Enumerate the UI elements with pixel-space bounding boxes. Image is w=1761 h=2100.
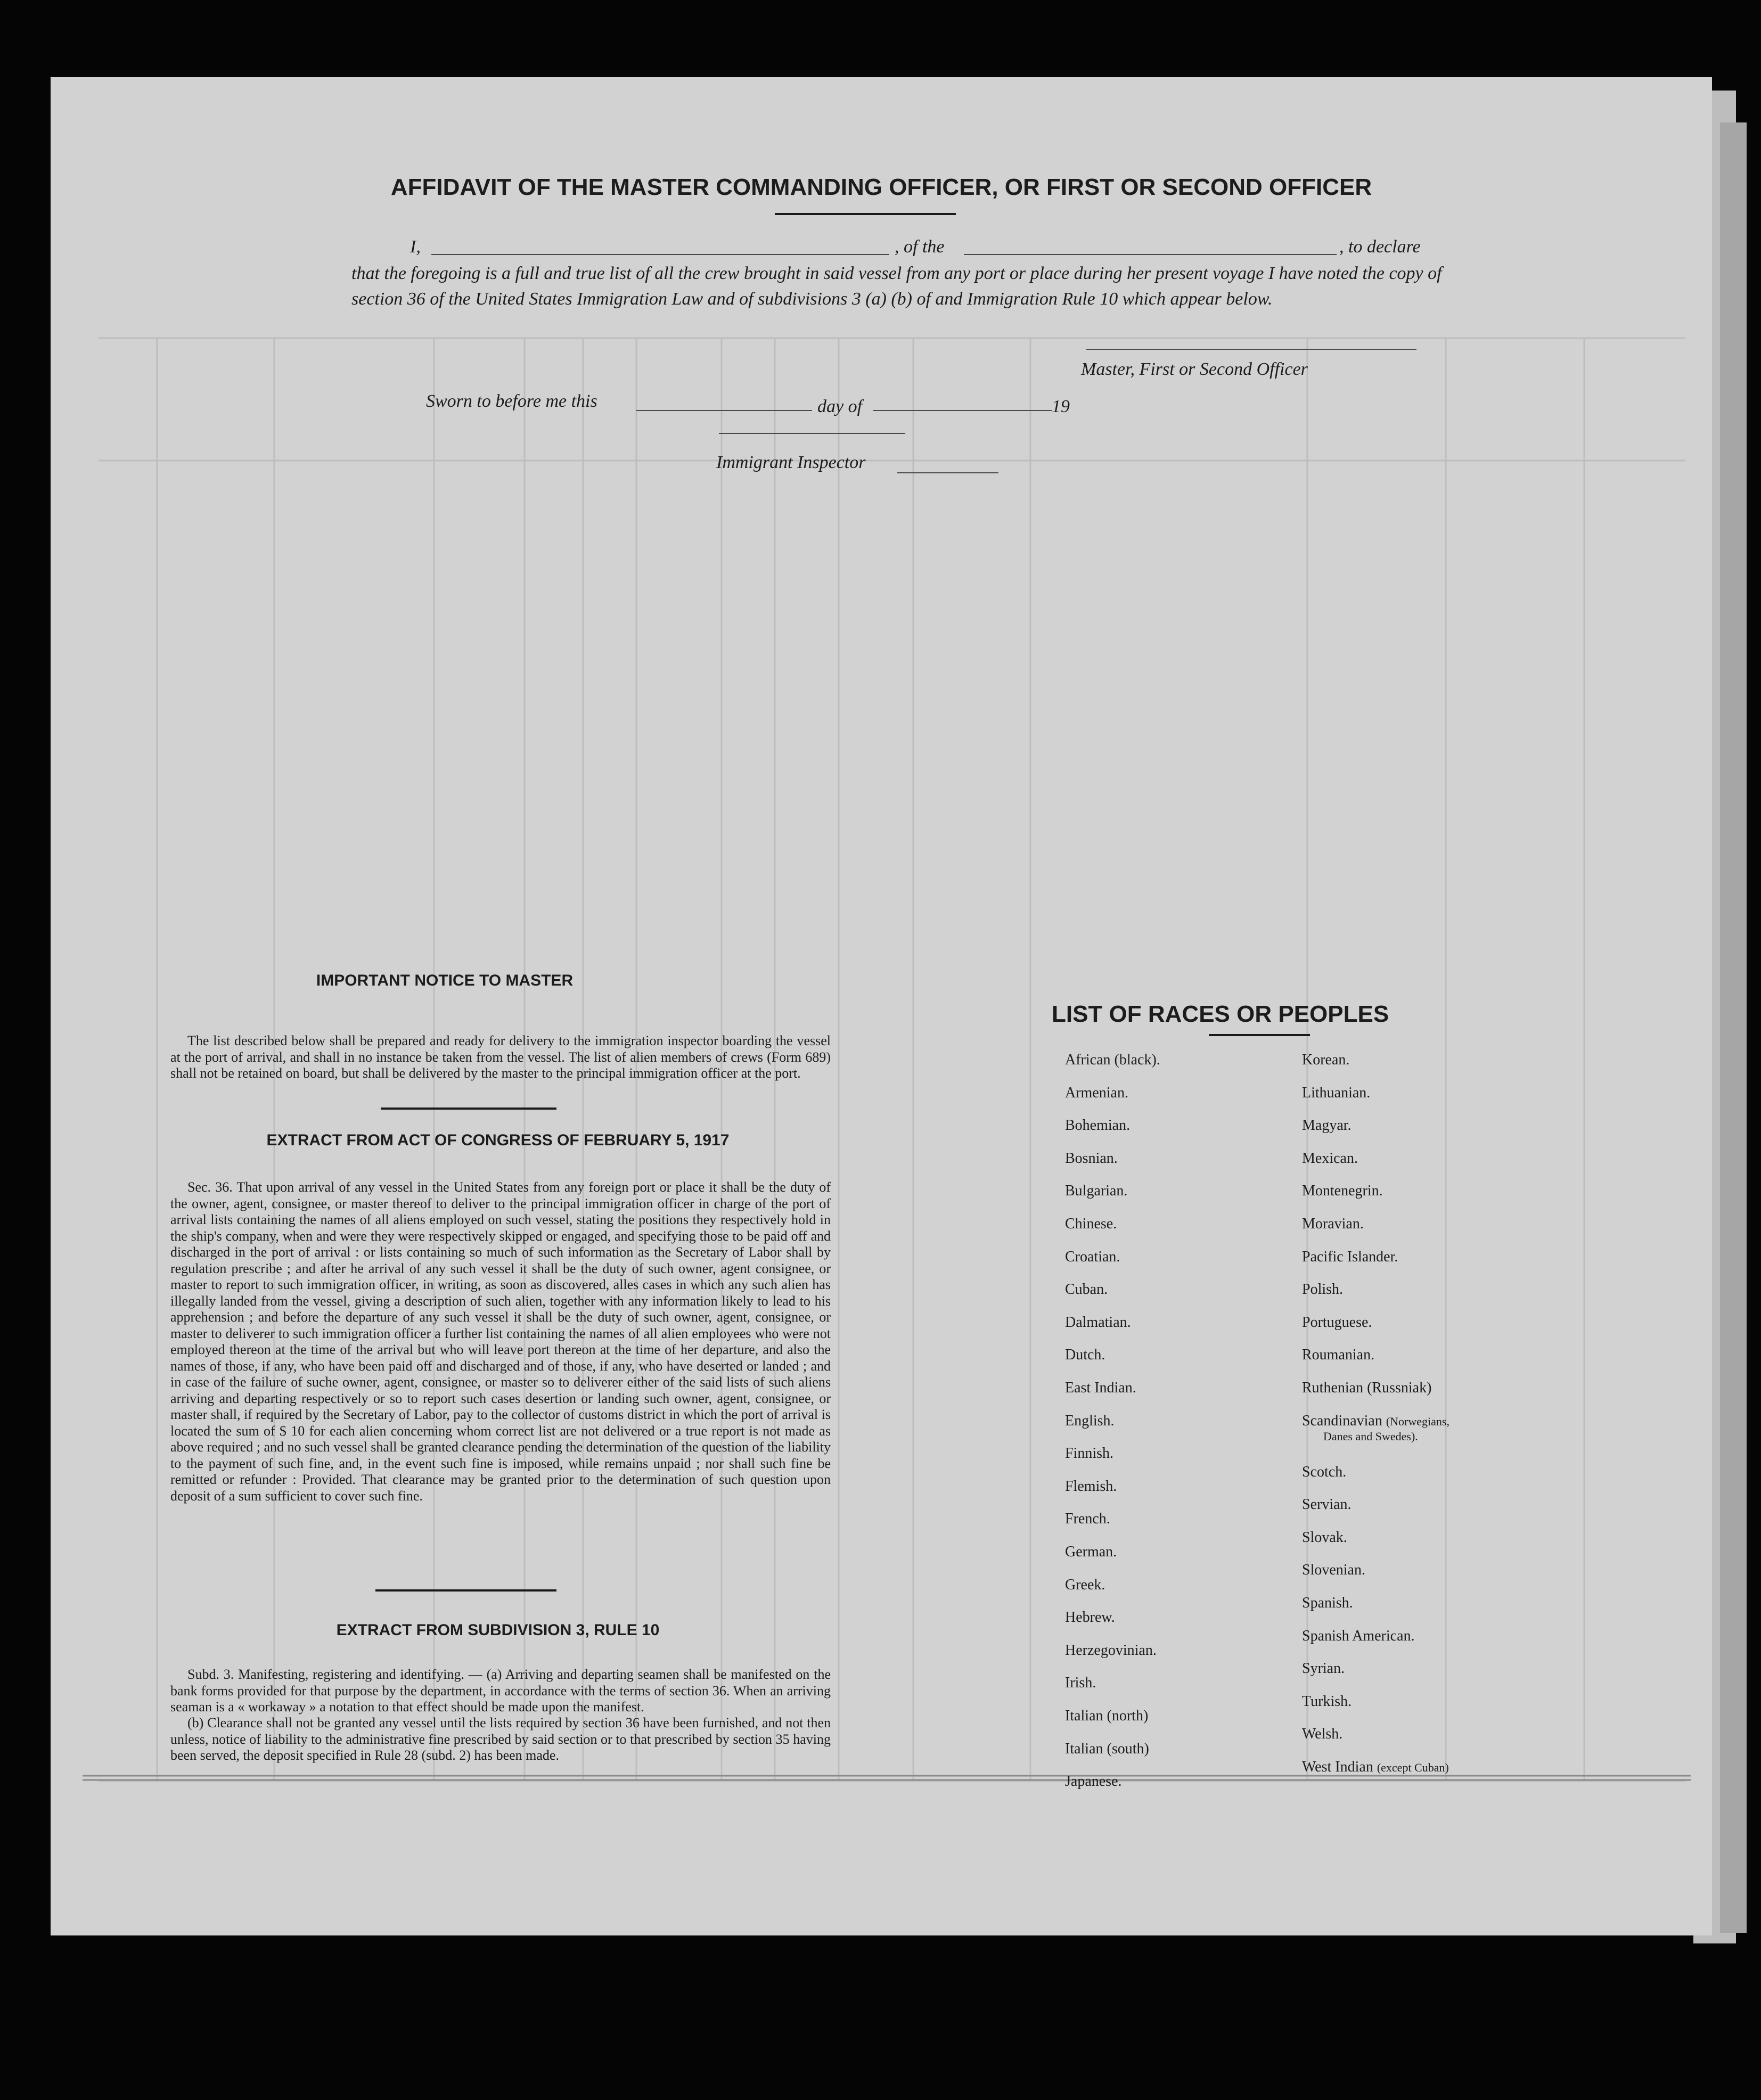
race-item: Spanish. xyxy=(1302,1595,1353,1611)
race-scandinavian-sub: (Norwegians, xyxy=(1386,1414,1449,1428)
race-item: Portuguese. xyxy=(1302,1314,1372,1331)
act-title: EXTRACT FROM ACT OF CONGRESS OF FEBRUARY 5, 1917 xyxy=(266,1131,730,1149)
race-item: French. xyxy=(1065,1511,1110,1528)
race-west-indian-sub: (except Cuban) xyxy=(1377,1761,1449,1774)
month-blank-line xyxy=(873,410,1052,411)
declaration-text: that the foregoing is a full and true list of all the crew brought in said vessel from any port or place during her present voyage I have noted the copy of section 36 of the United States Immigration Law and of subdivisions 3 (a) (b) of and Immigration Rule 10 which appear below. xyxy=(351,264,1442,309)
bleed-through-table xyxy=(51,77,1712,1935)
race-item: Slovak. xyxy=(1302,1529,1347,1546)
race-item: Italian (north) xyxy=(1065,1708,1149,1724)
race-item: Bosnian. xyxy=(1065,1150,1118,1167)
race-item: Hebrew. xyxy=(1065,1609,1115,1626)
races-title-underline xyxy=(1209,1034,1310,1036)
race-item: English. xyxy=(1065,1412,1115,1429)
act-text: Sec. 36. That upon arrival of any vessel in the United States from any foreign port or place it shall be the duty of the owner, agent, consignee, or master thereof to deliver to the principal immigration officer in charge of the port of arrival lists containing the names of all aliens employed on such vessel, stating the positions they respectively hold in the ship's company, when and were they were respectively skipped or engaged, and specifying those to be paid off and discharged in the port of arrival : or lists containing so much of such information as the Secretary of Labor shall by regulation prescribe ; and after he arrival of any such vessel it shall be the duty of such owner, agent consignee, or master to report to such immigration officer, in writing, as soon as discovered, alles cases in which any such alien has illegally landed from the vessel, giving a description of such alien, together with any information likely to lead to his apprehension ; and before the departure of any such vessel it shall be the duty of such owner, agent, consignee, or master to deliverer to such immigration officer a further list containing the names of all alien employees who were not employed thereon at the time of the arrival but who will leave port thereon at the time of her departure, and also the names of those, if any, who have been paid off and discharged and of those, if any, who have deserted or landed ; and in case of the failure of suche owner, agent, consignee, or master so to deliverer either of the said lists of such aliens arriving and departing respectively or so to report such cases desertion or landing such owner, agent, consignee, or master shall, if required by the Secretary of Labor, pay to the collector of customs district in which the port of arrival is located the sum of $ 10 for each alien concerning whom correct list are not delivered or a true report is not made as above required ; and no such vessel shall be granted clearance pending the determination of the question of the liability to the payment of such fine, and, in the event such fine is imposed, while remains unpaid ; nor shall such fine be remitted or refunder : Provided. That clearance may be granted prior to the determination of such question upon deposit of a sum sufficient to cover such fine. xyxy=(170,1179,831,1504)
race-item: Ruthenian (Russniak) xyxy=(1302,1380,1432,1396)
race-item: Turkish. xyxy=(1302,1693,1352,1710)
race-item: Slovenian. xyxy=(1302,1562,1365,1579)
race-item: Chinese. xyxy=(1065,1216,1117,1232)
race-item: Herzegovinian. xyxy=(1065,1642,1157,1659)
name-blank-line xyxy=(431,254,889,255)
race-item: Montenegrin. xyxy=(1302,1183,1383,1200)
notice-text: The list described below shall be prepared and ready for delivery to the immigration inspector boarding the vessel at the port of arrival, and shall in no instance be taken from the vessel. The list of alien members of crews (Form 689) shall not be retained on board, but shall be delivered by the master to the principal immigration officer at the port. xyxy=(170,1033,831,1081)
race-item: German. xyxy=(1065,1544,1117,1560)
race-item: Dalmatian. xyxy=(1065,1314,1131,1331)
race-item: Magyar. xyxy=(1302,1117,1352,1134)
race-item: Armenian. xyxy=(1065,1084,1128,1101)
day-blank-line xyxy=(636,410,812,411)
race-item: Bulgarian. xyxy=(1065,1183,1128,1200)
rule-title: EXTRACT FROM SUBDIVISION 3, RULE 10 xyxy=(336,1621,660,1639)
sworn-label: Sworn to before me this xyxy=(426,391,597,411)
race-item-west-indian xyxy=(1302,1759,1449,1776)
race-item: Korean. xyxy=(1302,1052,1350,1068)
race-item: Polish. xyxy=(1302,1281,1344,1298)
race-item: Flemish. xyxy=(1065,1478,1117,1495)
to-declare-label: , to declare xyxy=(1339,237,1421,257)
race-item: Cuban. xyxy=(1065,1281,1108,1298)
act-divider xyxy=(375,1589,556,1592)
race-item: Mexican. xyxy=(1302,1150,1358,1167)
vessel-blank-line xyxy=(964,254,1337,255)
race-item: Greek. xyxy=(1065,1576,1105,1593)
inspector-blank-line xyxy=(897,472,998,473)
race-item: Italian (south) xyxy=(1065,1740,1149,1757)
day-of-label: day of xyxy=(817,397,863,416)
master-signature-line xyxy=(1086,349,1416,350)
race-scandinavian-line2: Danes and Swedes). xyxy=(1323,1429,1418,1443)
rule-text-a: Subd. 3. Manifesting, registering and identifying. — (a) Arriving and departing seamen shall be manifested on the bank forms provided for that purpose by the department, in accordance with the terms of section 36. When an arriving seaman is a « workaway » a notation to that effect should be made upon the manifest. xyxy=(170,1667,831,1715)
races-title: LIST OF RACES OR PEOPLES xyxy=(1052,1001,1389,1027)
race-item: Finnish. xyxy=(1065,1445,1114,1462)
notice-divider xyxy=(381,1108,556,1110)
race-item: Moravian. xyxy=(1302,1216,1364,1232)
document-page xyxy=(51,77,1712,1935)
i-label: I, xyxy=(410,237,421,257)
race-item: Lithuanian. xyxy=(1302,1084,1371,1101)
race-scandinavian-label: Scandinavian xyxy=(1302,1412,1386,1429)
affidavit-title: AFFIDAVIT OF THE MASTER COMMANDING OFFICER, OR FIRST OR SECOND OFFICER xyxy=(390,174,1372,200)
race-item: Bohemian. xyxy=(1065,1117,1131,1134)
inspector-signature-line xyxy=(719,433,905,434)
rule-text-b: (b) Clearance shall not be granted any vessel until the lists required by section 36 have been furnished, and not then unless, notice of liability to the administrative fine prescribed by said section or to that prescribed by section 35 having been served, the deposit specified in Rule 28 (subd. 2) has been made. xyxy=(170,1715,831,1763)
inspector-label: Immigrant Inspector xyxy=(716,453,866,472)
race-item: Pacific Islander. xyxy=(1302,1248,1398,1265)
race-item: Servian. xyxy=(1302,1496,1352,1513)
race-item: East Indian. xyxy=(1065,1380,1136,1396)
race-item: Syrian. xyxy=(1302,1660,1345,1677)
race-item: Spanish American. xyxy=(1302,1627,1415,1644)
underlying-page-edge-2 xyxy=(1720,122,1747,1933)
race-item: Welsh. xyxy=(1302,1726,1343,1743)
race-item: Irish. xyxy=(1065,1675,1096,1692)
race-item: Dutch. xyxy=(1065,1347,1105,1364)
of-the-label: , of the xyxy=(895,237,945,257)
race-west-indian-label: West Indian xyxy=(1302,1759,1377,1775)
race-item: Japanese. xyxy=(1065,1773,1122,1790)
title-underline xyxy=(775,213,956,215)
race-item: Roumanian. xyxy=(1302,1347,1375,1364)
race-item: African (black). xyxy=(1065,1052,1160,1068)
race-item: Scotch. xyxy=(1302,1463,1347,1480)
race-item: Croatian. xyxy=(1065,1248,1120,1265)
year-label: 19 xyxy=(1052,397,1070,416)
race-item-scandinavian xyxy=(1302,1413,1449,1443)
notice-title: IMPORTANT NOTICE TO MASTER xyxy=(316,972,574,989)
master-label: Master, First or Second Officer xyxy=(1081,359,1308,379)
